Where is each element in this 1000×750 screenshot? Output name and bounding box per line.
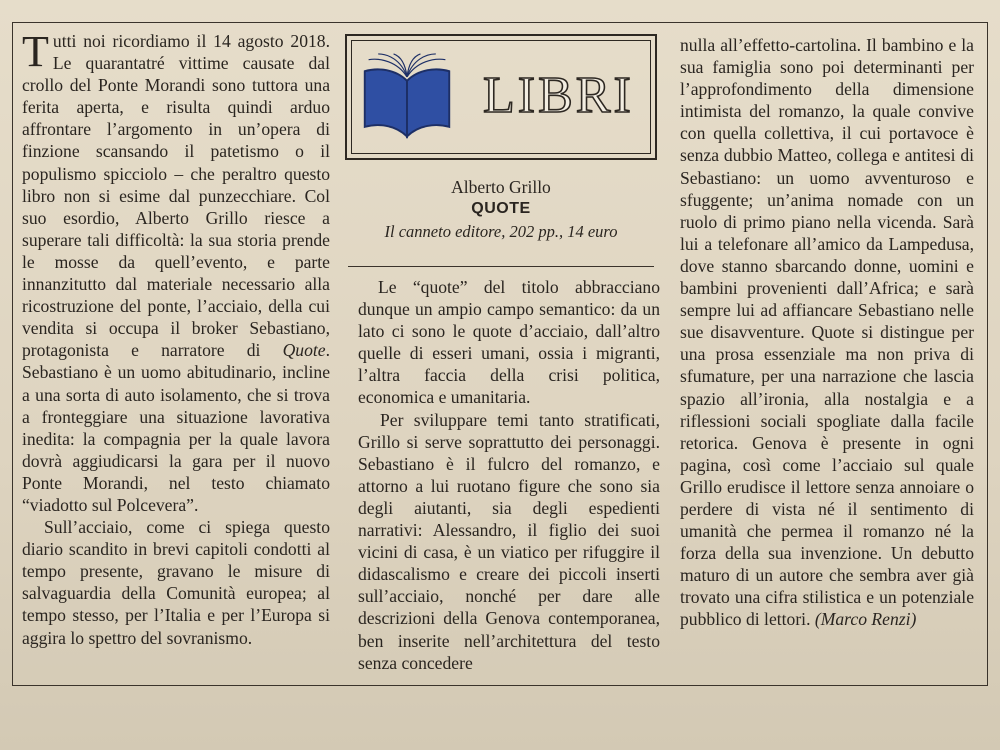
section-title: LIBRI [483, 67, 634, 124]
paragraph: Le “quote” del titolo abbracciano dunque un ampio campo semantico: da un lato ci sono le quote d’acciaio, dall’altro quelle di esseri umani, ossia i migranti, l’altra faccia della crisi politica, economica e umanitaria. [358, 277, 660, 408]
article-column-3 [680, 34, 974, 631]
book-title-inline: Quote [282, 340, 326, 361]
paragraph [680, 34, 974, 631]
paragraph: Per sviluppare temi tanto stratificati, Grillo si serve soprattutto dei personaggi. Sebastiano è il fulcro del romanzo, e attorno a lui ruotano figure che sono sia degli aiutanti, sia degli espedienti narrativi: Alessandro, il figlio dei suoi vicini di casa, è un viatico per rifuggire il didascalismo e creare dei piccoli inserti sull’acciaio, nonché per dare alle descrizioni della Genova contemporanea, ben inserite nell’architettura del testo senza concedere [358, 409, 660, 673]
section-banner [345, 34, 657, 160]
paragraph-text: utti noi ricordiamo il 14 agosto 2018. Le quarantatré vittime causate dal crollo del Ponte Morandi sono tuttora una ferita aperta, e risulta quindi arduo affrontare l’argomento in un’opera di finzione scansando il patetismo o il populismo spicciolo – che peraltro questo libro non si esime dal punzecchiare. Col suo esordio, Alberto Grillo riesce a superare tali difficoltà: la sua storia prende le mosse da quell’evento, e parte innanzitutto dal materiale necessario alla ricostruzione del ponte, l’acciaio, della cui vendita si occupa il broker Sebastiano, protagonista e narratore di [22, 31, 330, 361]
article-column-1 [22, 27, 330, 649]
book-publisher: Il canneto editore, 202 pp., 14 euro [384, 222, 618, 241]
paragraph: Sull’acciaio, come ci spiega questo diario scandito in brevi capitoli condotti al tempo presente, gravano le misure di salvaguardia della Comunità europea; al tempo stesso, per l’Italia e per l’Europa si aggira lo spettro del sovranismo. [22, 517, 330, 648]
book-info [345, 176, 657, 244]
paragraph-text: nulla all’effetto-cartolina. Il bambino e la sua famiglia sono poi determinanti per l’approfondimento della dimensione intimista del romanzo, la quale convive con quella collettiva, il cui portavoce è senza dubbio Matteo, collega e antitesi di Sebastiano: un uomo avventuroso e sfuggente; un’anima nomade con un ruolo di primo piano nella vicenda. Sarà lui a telefonare all’amico da Lampedusa, dove stanno sbarcando donne, uomini e bambini provenienti dall’Africa; e sarà sempre lui ad affiancare Sebastiano nelle sue disavventure. Quote si distingue per una prosa essenziale ma non priva di sfumature, per una narrazione che lascia spazio all’ironia, alla nostalgia e a riflessioni sociali spogliate dalla facile retorica. Genova è presente in ogni pagina, così come l’acciaio sul quale Grillo erudisce il lettore senza annoiare o perdere di vista né il sentimento di umanità che permea il romanzo né la forza della sua invenzione. Un debutto maturo di un autore che sembra aver già trovato una cifra stilistica e un potenziale pubblico di lettori. [680, 35, 974, 630]
drop-cap: T [22, 27, 49, 76]
signature: (Marco Renzi) [814, 609, 917, 630]
article-column-2 [358, 276, 660, 674]
paragraph-text: . Sebastiano è un uomo abitudinario, incline a una sorta di auto isolamento, che si trova a fronteggiare una situazione lavorativa inedita: la compagnia per la quale lavora dovrà aggiudicarsi la gara per il nuovo Ponte Morandi, nel testo chiamato “viadotto sul Polcevera”. [22, 340, 330, 515]
open-book-icon [359, 52, 455, 148]
book-author: Alberto Grillo [451, 177, 551, 197]
divider [348, 266, 654, 267]
book-title: QUOTE [471, 200, 531, 217]
paragraph [22, 27, 330, 516]
